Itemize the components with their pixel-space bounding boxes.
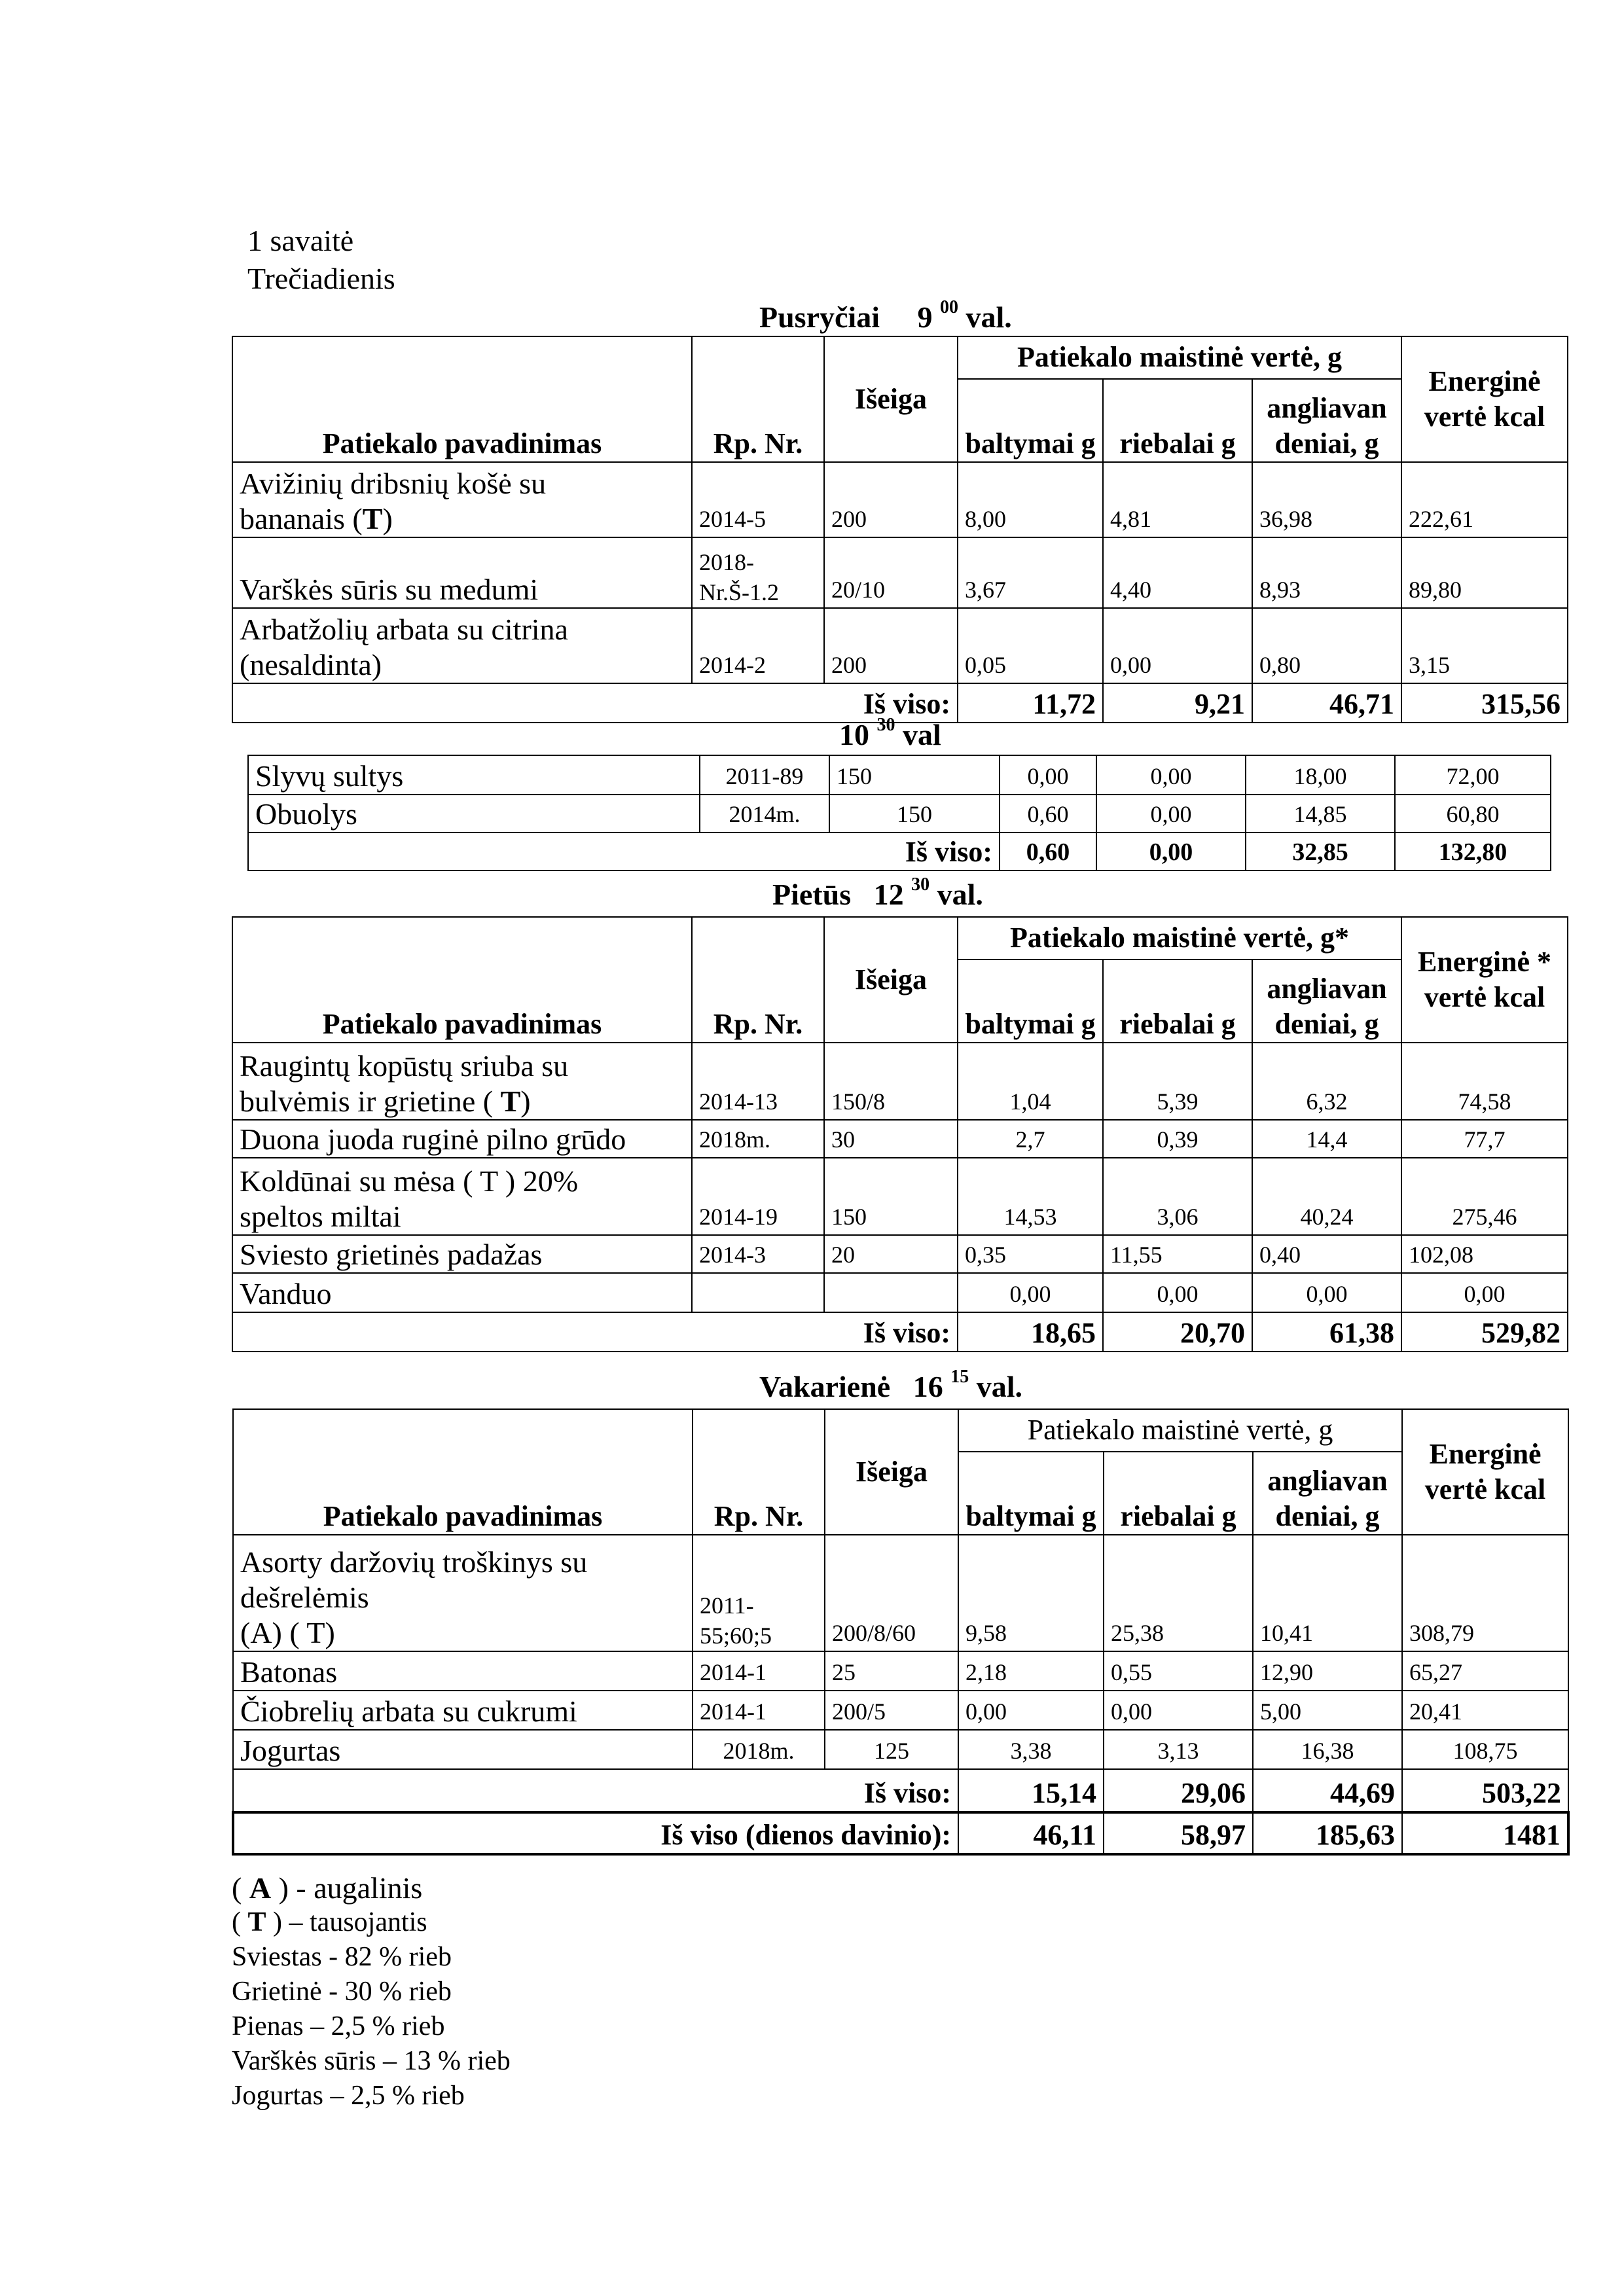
energy: 74,58 — [1401, 1043, 1568, 1120]
yield: 200/8/60 — [825, 1535, 958, 1651]
rp-number: 2014-1 — [693, 1651, 825, 1691]
dish-name — [232, 1158, 692, 1235]
rp-number: 2014-1 — [693, 1691, 825, 1730]
rp-number: 2018m. — [692, 1120, 824, 1158]
total-fat: 20,70 — [1103, 1312, 1252, 1352]
protein: 9,58 — [958, 1535, 1104, 1651]
dinner-time-minutes: 15 — [950, 1367, 969, 1387]
total-carbs: 44,69 — [1253, 1769, 1402, 1812]
dish-name-line1: Arbatžolių arbata su citrina — [240, 613, 568, 646]
carbs: 0,00 — [1252, 1273, 1401, 1312]
col-header-fat: riebalai g — [1103, 960, 1252, 1043]
protein: 0,00 — [1000, 755, 1096, 795]
legend-item: Varškės sūris – 13 % rieb — [232, 2046, 511, 2076]
carbs: 36,98 — [1252, 462, 1401, 537]
lunch-title — [772, 874, 983, 912]
dish-name: Jogurtas — [233, 1730, 693, 1769]
breakfast-time-minutes: 00 — [939, 297, 958, 317]
total-energy: 315,56 — [1401, 683, 1568, 723]
fat: 0,00 — [1104, 1691, 1253, 1730]
col-header-name: Patiekalo pavadinimas — [233, 1409, 693, 1535]
total-energy: 503,22 — [1402, 1769, 1568, 1812]
energy: 222,61 — [1401, 462, 1568, 537]
col-header-yield: Išeiga — [824, 917, 958, 1043]
yield — [824, 1273, 958, 1312]
col-header-fat: riebalai g — [1104, 1452, 1253, 1535]
snack-time-suffix: val — [903, 718, 941, 751]
energy: 72,00 — [1395, 755, 1551, 795]
protein: 14,53 — [958, 1158, 1103, 1235]
snack-table — [247, 755, 1551, 871]
total-carbs: 46,71 — [1252, 683, 1401, 723]
lunch-time-suffix: val. — [937, 878, 983, 911]
col-header-energy: Energinė * vertė kcal — [1401, 917, 1568, 1043]
rp-number: 2011-89 — [700, 755, 829, 795]
table-row — [232, 1235, 1568, 1273]
energy: 89,80 — [1401, 537, 1568, 608]
legend-item: ( T ) – tausojantis — [232, 1907, 427, 1937]
dish-name-end: ) — [382, 502, 393, 535]
yield: 150 — [829, 755, 1000, 795]
col-header-protein: baltymai g — [958, 379, 1103, 462]
snack-time-minutes: 30 — [876, 715, 895, 735]
dish-name-line3: (A) ( T) — [240, 1616, 335, 1649]
energy: 65,27 — [1402, 1651, 1568, 1691]
energy: 0,00 — [1401, 1273, 1568, 1312]
legend — [232, 1871, 511, 2113]
protein: 3,67 — [958, 537, 1103, 608]
col-header-nutrition-group: Patiekalo maistinė vertė, g — [958, 1409, 1402, 1452]
table-row — [233, 1535, 1568, 1651]
yield: 20/10 — [824, 537, 958, 608]
protein: 8,00 — [958, 462, 1103, 537]
energy: 77,7 — [1401, 1120, 1568, 1158]
total-protein: 11,72 — [958, 683, 1103, 723]
carbs: 5,00 — [1253, 1691, 1402, 1730]
breakfast-title — [759, 297, 1012, 334]
col-header-rp: Rp. Nr. — [693, 1409, 825, 1535]
col-header-fat: riebalai g — [1103, 379, 1252, 462]
protein: 3,38 — [958, 1730, 1104, 1769]
day-label: Trečiadienis — [247, 262, 395, 295]
col-header-carbs: angliavan deniai, g — [1252, 960, 1401, 1043]
col-header-nutrition-group: Patiekalo maistinė vertė, g — [958, 336, 1401, 379]
snack-time-hour: 10 — [839, 718, 869, 751]
col-header-name: Patiekalo pavadinimas — [232, 917, 692, 1043]
dish-name: Sviesto grietinės padažas — [232, 1235, 692, 1273]
rp-number — [692, 1273, 824, 1312]
carbs: 8,93 — [1252, 537, 1401, 608]
protein: 2,7 — [958, 1120, 1103, 1158]
yield: 200/5 — [825, 1691, 958, 1730]
dinner-time-hour: 16 — [912, 1370, 943, 1403]
energy: 20,41 — [1402, 1691, 1568, 1730]
day-total-protein: 46,11 — [958, 1812, 1104, 1854]
energy: 275,46 — [1401, 1158, 1568, 1235]
rp-number: 2014-5 — [692, 462, 824, 537]
breakfast-table — [232, 336, 1568, 723]
dinner-time-suffix: val. — [976, 1370, 1022, 1403]
total-label: Iš viso: — [248, 833, 1000, 870]
day-total-energy: 1481 — [1402, 1812, 1568, 1854]
yield: 30 — [824, 1120, 958, 1158]
total-carbs: 61,38 — [1252, 1312, 1401, 1352]
dish-name — [232, 462, 692, 537]
dish-name-line2: dešrelėmis — [240, 1581, 369, 1614]
total-label: Iš viso: — [232, 683, 958, 723]
lunch-time-hour: 12 — [873, 878, 904, 911]
breakfast-time-hour: 9 — [917, 300, 933, 334]
yield: 25 — [825, 1651, 958, 1691]
dish-name: Obuolys — [248, 795, 700, 833]
dish-name — [232, 608, 692, 683]
energy: 60,80 — [1395, 795, 1551, 833]
carbs: 14,4 — [1252, 1120, 1401, 1158]
yield: 150/8 — [824, 1043, 958, 1120]
day-total-carbs: 185,63 — [1253, 1812, 1402, 1854]
rp-number: 2014-13 — [692, 1043, 824, 1120]
table-row — [232, 1120, 1568, 1158]
yield: 20 — [824, 1235, 958, 1273]
fat: 0,00 — [1103, 1273, 1252, 1312]
carbs: 6,32 — [1252, 1043, 1401, 1120]
dish-name — [233, 1535, 693, 1651]
dish-name-line1: Asorty daržovių troškinys su — [240, 1545, 588, 1579]
dish-name: Slyvų sultys — [248, 755, 700, 795]
col-header-carbs: angliavan deniai, g — [1252, 379, 1401, 462]
day-total-label: Iš viso (dienos davinio): — [233, 1812, 958, 1854]
week-label: 1 savaitė — [247, 224, 354, 257]
dish-name-line1: Koldūnai su mėsa ( T ) 20% — [240, 1164, 579, 1198]
total-fat: 9,21 — [1103, 683, 1252, 723]
dish-name: Varškės sūris su medumi — [232, 537, 692, 608]
fat: 0,00 — [1096, 795, 1246, 833]
day-total-row — [233, 1812, 1568, 1854]
protein: 0,60 — [1000, 795, 1096, 833]
dish-tag: T — [362, 502, 383, 535]
fat: 11,55 — [1103, 1235, 1252, 1273]
total-protein: 0,60 — [1000, 833, 1096, 870]
rp-number: 2014-3 — [692, 1235, 824, 1273]
total-row — [232, 1312, 1568, 1352]
carbs: 10,41 — [1253, 1535, 1402, 1651]
col-header-name: Patiekalo pavadinimas — [232, 336, 692, 462]
total-row — [232, 683, 1568, 723]
rp-number: 2014-19 — [692, 1158, 824, 1235]
dish-name-line2: bulvėmis ir grietine ( — [240, 1085, 501, 1118]
fat: 0,39 — [1103, 1120, 1252, 1158]
carbs: 0,40 — [1252, 1235, 1401, 1273]
dish-name: Duona juoda ruginė pilno grūdo — [232, 1120, 692, 1158]
rp-number: 2011- 55;60;5 — [693, 1535, 825, 1651]
rp-number: 2014-2 — [692, 608, 824, 683]
col-header-energy: Energinė vertė kcal — [1402, 1409, 1568, 1535]
carbs: 12,90 — [1253, 1651, 1402, 1691]
dish-name — [232, 1043, 692, 1120]
table-row — [248, 795, 1551, 833]
table-row — [232, 608, 1568, 683]
carbs: 18,00 — [1246, 755, 1395, 795]
col-header-rp: Rp. Nr. — [692, 917, 824, 1043]
total-fat: 0,00 — [1096, 833, 1246, 870]
dinner-title-text: Vakarienė — [759, 1370, 891, 1403]
rp-number: 2018- Nr.Š-1.2 — [692, 537, 824, 608]
total-fat: 29,06 — [1104, 1769, 1253, 1812]
yield: 125 — [825, 1730, 958, 1769]
dish-name-line2: bananais ( — [240, 502, 363, 535]
fat: 4,81 — [1103, 462, 1252, 537]
yield: 200 — [824, 608, 958, 683]
yield: 200 — [824, 462, 958, 537]
breakfast-title-text: Pusryčiai — [759, 300, 880, 334]
yield: 150 — [829, 795, 1000, 833]
total-label: Iš viso: — [232, 1312, 958, 1352]
rp-number: 2014m. — [700, 795, 829, 833]
table-row — [232, 537, 1568, 608]
lunch-title-text: Pietūs — [772, 878, 852, 911]
rp-number: 2018m. — [693, 1730, 825, 1769]
carbs: 0,80 — [1252, 608, 1401, 683]
protein: 0,00 — [958, 1273, 1103, 1312]
legend-item: Sviestas - 82 % rieb — [232, 1942, 452, 1972]
dish-name-end: ) — [520, 1085, 531, 1118]
col-header-rp: Rp. Nr. — [692, 336, 824, 462]
total-protein: 15,14 — [958, 1769, 1104, 1812]
protein: 1,04 — [958, 1043, 1103, 1120]
table-row — [233, 1691, 1568, 1730]
dish-name-line2: (nesaldinta) — [240, 648, 382, 681]
legend-item: ( A ) - augalinis — [232, 1871, 423, 1905]
table-row — [248, 755, 1551, 795]
fat: 25,38 — [1104, 1535, 1253, 1651]
total-row — [233, 1769, 1568, 1812]
fat: 0,00 — [1096, 755, 1246, 795]
lunch-table — [232, 916, 1568, 1352]
energy: 308,79 — [1402, 1535, 1568, 1651]
legend-item: Pienas – 2,5 % rieb — [232, 2011, 445, 2041]
dish-name-line1: Avižinių dribsnių košė su — [240, 467, 547, 500]
fat: 3,06 — [1103, 1158, 1252, 1235]
total-carbs: 32,85 — [1246, 833, 1395, 870]
dish-name: Vanduo — [232, 1273, 692, 1312]
lunch-time-minutes: 30 — [911, 874, 930, 895]
table-row — [232, 1043, 1568, 1120]
fat: 0,55 — [1104, 1651, 1253, 1691]
fat: 4,40 — [1103, 537, 1252, 608]
total-energy: 529,82 — [1401, 1312, 1568, 1352]
energy: 102,08 — [1401, 1235, 1568, 1273]
col-header-nutrition-group: Patiekalo maistinė vertė, g* — [958, 917, 1401, 960]
dinner-table — [232, 1408, 1570, 1856]
dinner-title — [759, 1369, 1022, 1404]
table-row — [233, 1730, 1568, 1769]
snack-title — [839, 717, 941, 752]
col-header-carbs: angliavan deniai, g — [1253, 1452, 1402, 1535]
fat: 3,13 — [1104, 1730, 1253, 1769]
dish-name-line2: speltos miltai — [240, 1200, 401, 1233]
total-protein: 18,65 — [958, 1312, 1103, 1352]
dish-name: Batonas — [233, 1651, 693, 1691]
carbs: 40,24 — [1252, 1158, 1401, 1235]
protein: 2,18 — [958, 1651, 1104, 1691]
col-header-energy: Energinė vertė kcal — [1401, 336, 1568, 462]
yield: 150 — [824, 1158, 958, 1235]
fat: 5,39 — [1103, 1043, 1252, 1120]
protein: 0,05 — [958, 608, 1103, 683]
protein: 0,00 — [958, 1691, 1104, 1730]
table-row — [232, 1158, 1568, 1235]
total-label: Iš viso: — [233, 1769, 958, 1812]
col-header-yield: Išeiga — [824, 336, 958, 462]
total-energy: 132,80 — [1395, 833, 1551, 870]
energy: 108,75 — [1402, 1730, 1568, 1769]
table-row — [232, 1273, 1568, 1312]
protein: 0,35 — [958, 1235, 1103, 1273]
dish-tag: T — [500, 1085, 521, 1118]
col-header-protein: baltymai g — [958, 1452, 1104, 1535]
carbs: 16,38 — [1253, 1730, 1402, 1769]
dish-name-line1: Raugintų kopūstų sriuba su — [240, 1049, 569, 1083]
table-row — [232, 462, 1568, 537]
col-header-yield: Išeiga — [825, 1409, 958, 1535]
legend-item: Jogurtas – 2,5 % rieb — [232, 2081, 465, 2111]
legend-item: Grietinė - 30 % rieb — [232, 1977, 452, 2007]
dish-name: Čiobrelių arbata su cukrumi — [233, 1691, 693, 1730]
carbs: 14,85 — [1246, 795, 1395, 833]
col-header-protein: baltymai g — [958, 960, 1103, 1043]
energy: 3,15 — [1401, 608, 1568, 683]
table-row — [233, 1651, 1568, 1691]
total-row — [248, 833, 1551, 870]
fat: 0,00 — [1103, 608, 1252, 683]
day-total-fat: 58,97 — [1104, 1812, 1253, 1854]
breakfast-time-suffix: val. — [965, 300, 1012, 334]
